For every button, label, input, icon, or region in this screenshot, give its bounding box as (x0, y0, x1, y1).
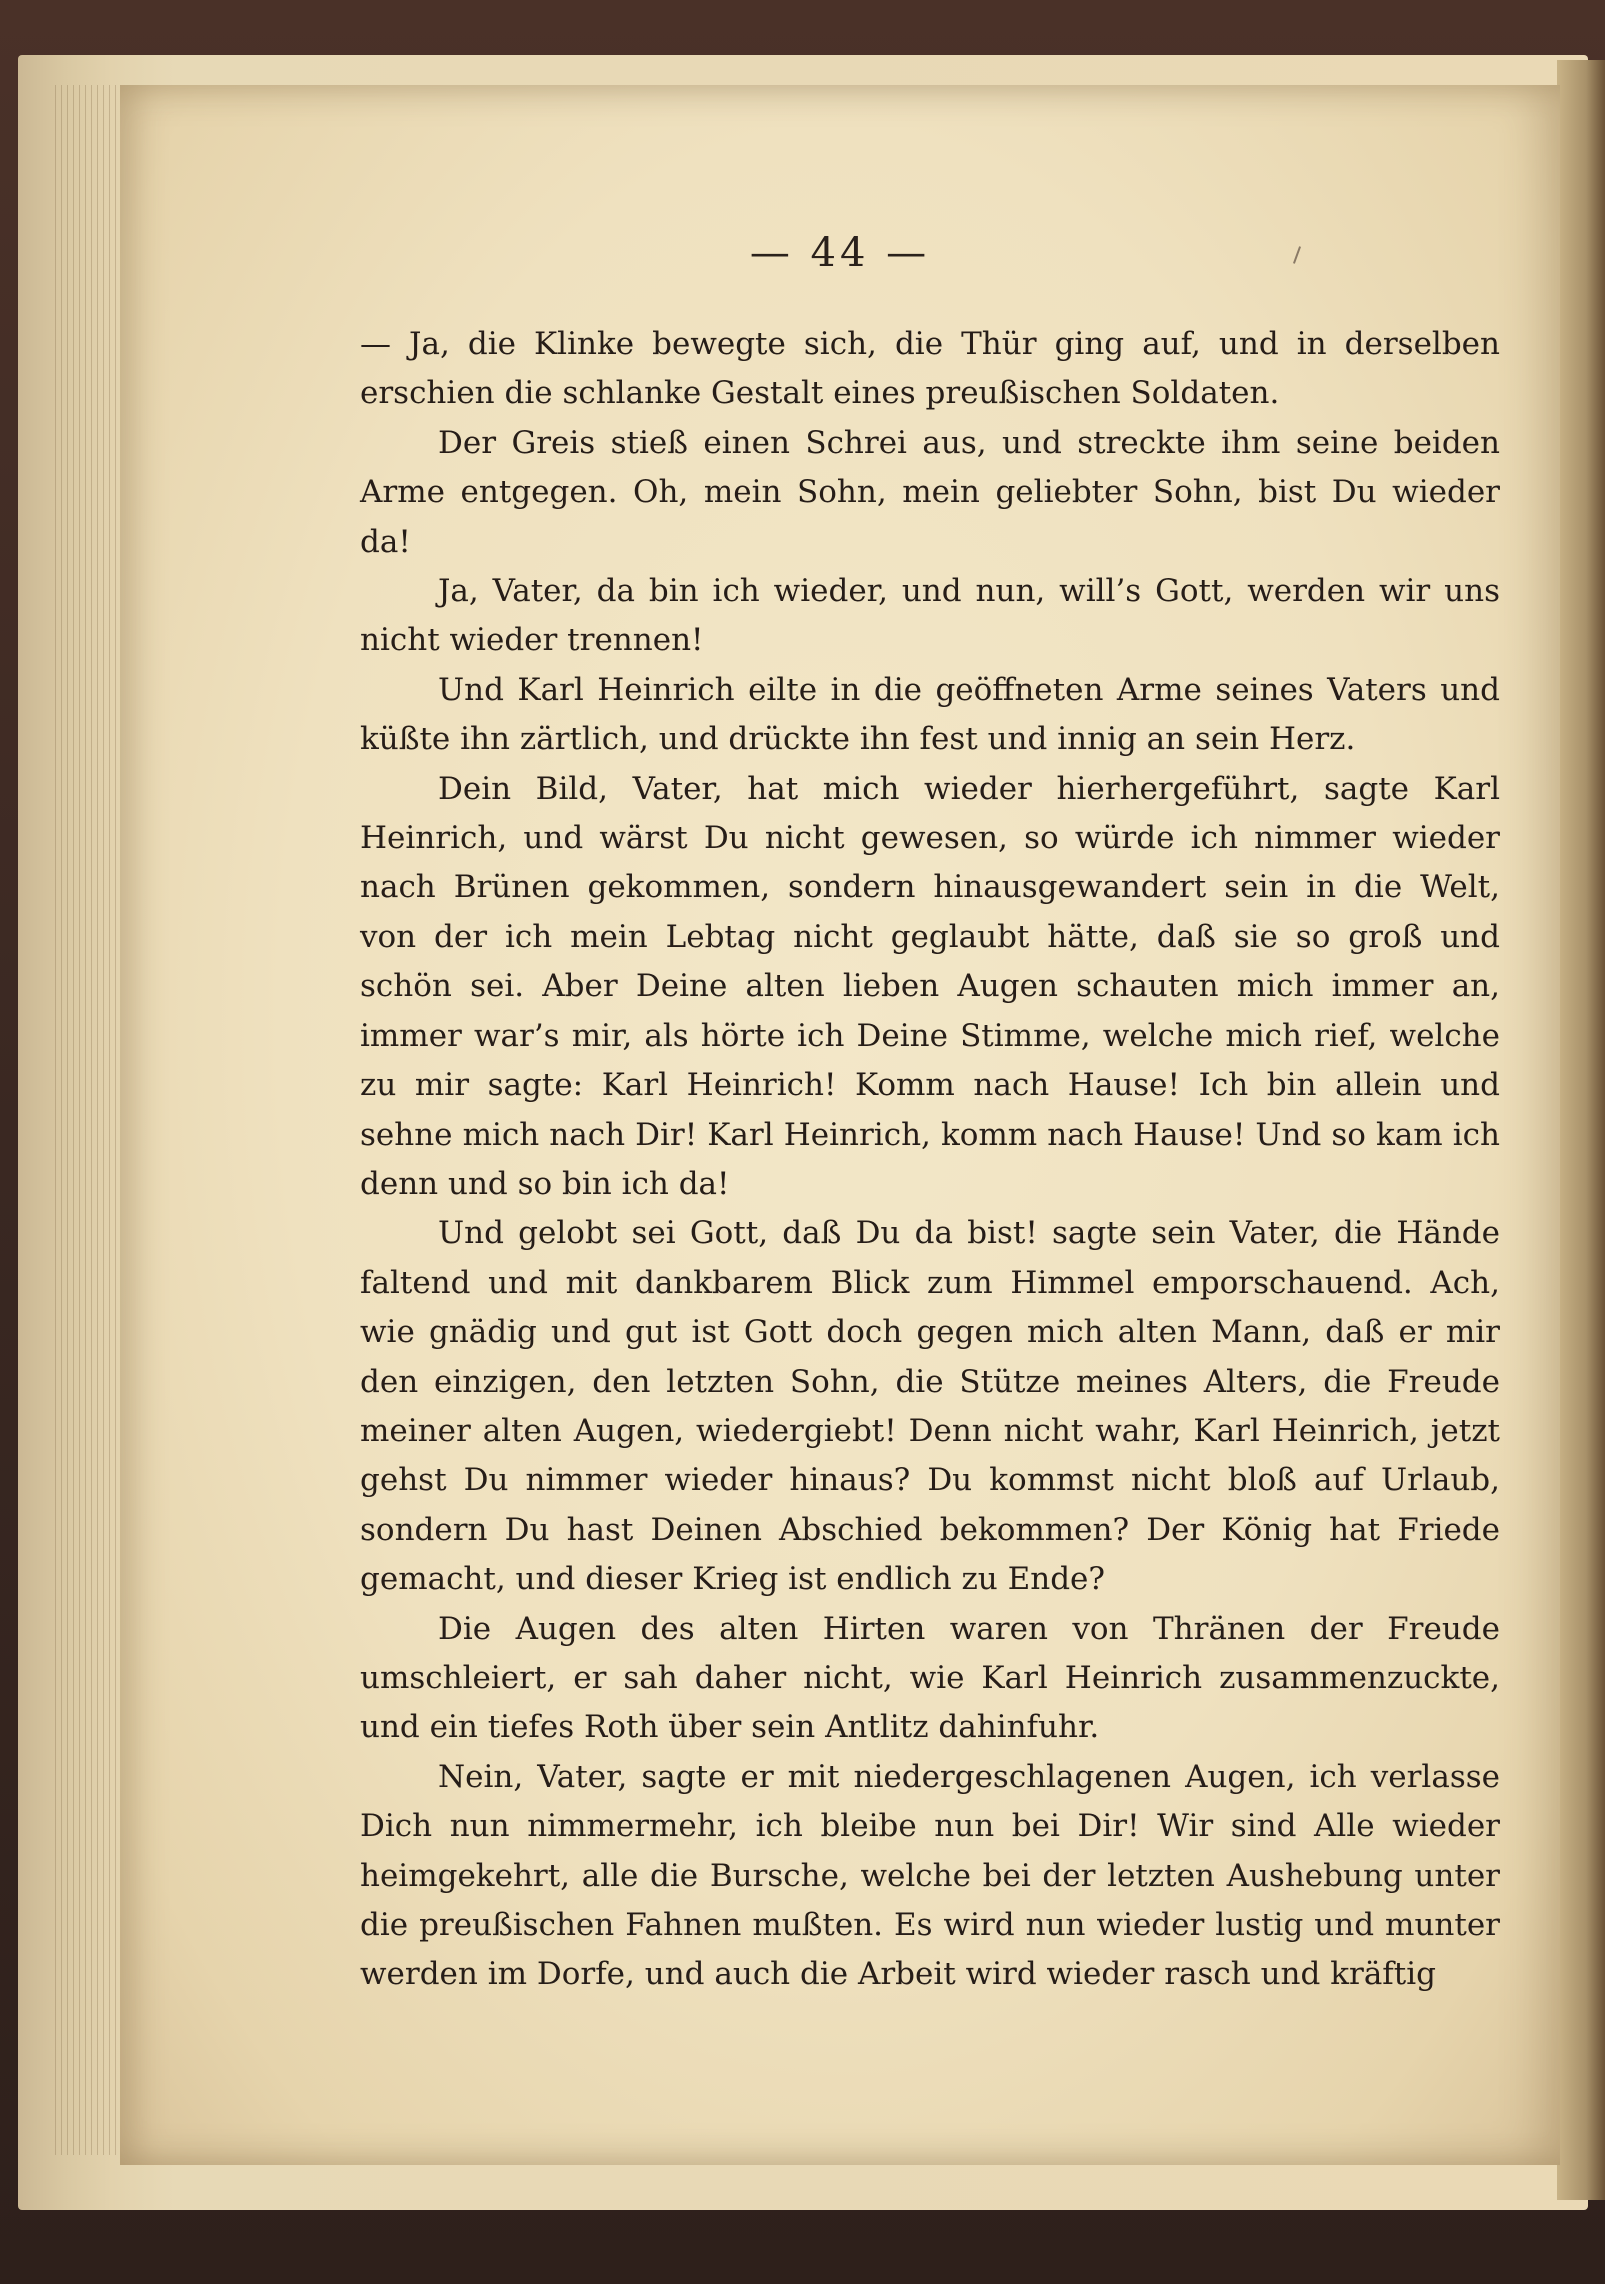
paragraph: Und Karl Heinrich eilte in die geöffneten Arme seines Vaters und küßte ihn zärtlich, und drückte ihn fest und innig an sein Herz. (360, 671, 1500, 758)
paragraph: Dein Bild, Vater, hat mich wieder hierhergeführt, sagte Karl Heinrich, und wärst Du nicht gewesen, so würde ich nimmer wieder nach Brünen gekommen, sondern hinausgewandert sein in die Welt, von der ich mein Lebtag nicht geglaubt hätte, daß sie so groß und schön sei. Aber Deine alten lieben Augen schauten mich immer an, immer war’s mir, als hörte ich Deine Stimme, welche mich rief, welche zu mir sagte: Karl Heinrich! Komm nach Hause! Ich bin allein und sehne mich nach Dir! Karl Heinrich, komm nach Hause! Und so kam ich denn und so bin ich da! (360, 770, 1500, 1202)
paragraph: — Ja, die Klinke bewegte sich, die Thür ging auf, und in derselben erschien die schlanke Gestalt eines preußischen Soldaten. (360, 326, 1500, 412)
paragraph: Die Augen des alten Hirten waren von Thränen der Freude umschleiert, er sah daher nicht, wie Karl Heinrich zusammenzuckte, und ein tiefes Roth über sein Antlitz dahinfuhr. (360, 1610, 1500, 1746)
page-text (360, 320, 1500, 2000)
paragraph: Nein, Vater, sagte er mit niedergeschlagenen Augen, ich verlasse Dich nun nimmermehr, ich bleibe nun bei Dir! Wir sind Alle wieder heimgekehrt, alle die Bursche, welche bei der letzten Aushebung unter die preußischen Fahnen mußten. Es wird nun wieder lustig und munter werden im Dorfe, und auch die Arbeit wird wieder rasch und kräftig (360, 1758, 1500, 1993)
right-page-edge (1557, 60, 1605, 2200)
paragraph: Ja, Vater, da bin ich wieder, und nun, will’s Gott, werden wir uns nicht wieder trennen! (360, 573, 1500, 659)
paragraph: Und gelobt sei Gott, daß Du da bist! sagte sein Vater, die Hände faltend und mit dankbarem Blick zum Himmel emporschauend. Ach, wie gnädig und gut ist Gott doch gegen mich alten Mann, daß er mir den einzigen, den letzten Sohn, die Stütze meines Alters, die Freude meiner alten Augen, wiedergiebt! Denn nicht wahr, Karl Heinrich, jetzt gehst Du nimmer wieder hinaus? Du kommst nicht bloß auf Urlaub, sondern Du hast Deinen Abschied bekommen? Der König hat Friede gemacht, und dieser Krieg ist endlich zu Ende? (360, 1215, 1500, 1598)
page-number: — 44 — (749, 230, 931, 276)
paragraph: Der Greis stieß einen Schrei aus, und streckte ihm seine beiden Arme entgegen. Oh, mein Sohn, mein geliebter Sohn, bist Du wieder da! (360, 424, 1500, 560)
